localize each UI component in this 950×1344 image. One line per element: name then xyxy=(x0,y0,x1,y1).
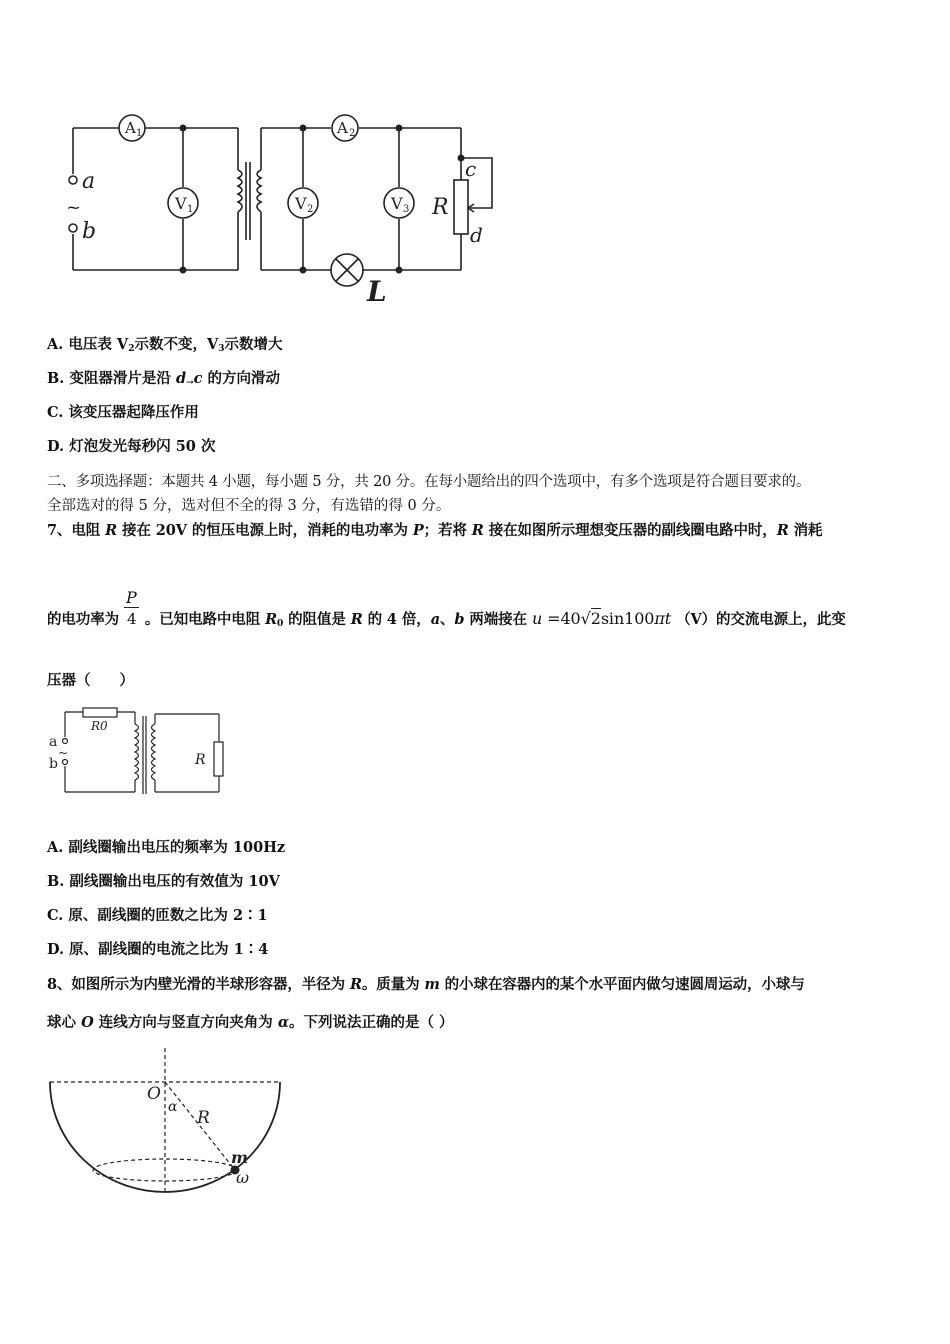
fraction-bar xyxy=(124,607,139,608)
option-text: 副线圈输出电压的频率为 100Hz xyxy=(68,839,286,856)
option-key: A. xyxy=(47,336,64,353)
option-key: D. xyxy=(47,941,65,958)
var-r: R xyxy=(471,522,484,539)
option-text: 该变压器起降压作用 xyxy=(68,404,199,421)
var-p: P xyxy=(412,522,424,539)
formula-u: u xyxy=(531,609,543,628)
text: 的小球在容器内的某个水平面内做匀速圆周运动，小球与 xyxy=(439,976,805,993)
meter-v3-sub: 3 xyxy=(403,204,410,215)
text: 。下列说法正确的是（ ） xyxy=(288,1014,454,1031)
q6-option-b xyxy=(47,369,280,393)
option-text: 灯泡发光每秒闪 50 次 xyxy=(69,438,216,455)
meter-v2-sub: 2 xyxy=(307,204,314,215)
option-text: 电压表 V xyxy=(68,336,129,353)
meter-a1-label: A xyxy=(125,119,136,137)
text: 连线方向与竖直方向夹角为 xyxy=(93,1014,278,1031)
option-text: 示数增大 xyxy=(224,336,283,353)
hemisphere-figure xyxy=(40,1045,290,1200)
option-key: B. xyxy=(47,370,65,387)
option-text: 原、副线圈的电流之比为 1∶4 xyxy=(69,941,269,958)
var-r: R xyxy=(350,611,363,628)
text: 、 xyxy=(439,611,455,628)
resistor-r-label: R xyxy=(195,752,206,768)
text: 球心 xyxy=(47,1014,82,1031)
q7-option-b xyxy=(47,872,280,892)
terminal-a-label: a xyxy=(49,734,58,750)
formula-sin: sin100 xyxy=(600,609,655,628)
meter-v1-label: V xyxy=(175,194,187,213)
meter-a1-sub: 1 xyxy=(136,128,143,139)
transformer-circuit-figure xyxy=(60,112,500,307)
terminal-b-label: b xyxy=(82,219,97,244)
meter-a2-sub: 2 xyxy=(349,128,356,139)
center-o-label: O xyxy=(147,1084,161,1104)
var-d: d xyxy=(175,370,187,387)
var-r: R xyxy=(265,611,278,628)
var-o: O xyxy=(81,1014,94,1031)
section2-line1: 二、多项选择题：本题共 4 小题，每小题 5 分，共 20 分。在每小题给出的四个选项中，有多个选项是符合题目要求的。 xyxy=(47,474,811,490)
lamp-l-label: L xyxy=(367,275,387,307)
fraction-numerator: P xyxy=(125,588,137,607)
option-key: D. xyxy=(47,438,65,455)
var-a: a xyxy=(430,611,440,628)
text: 的阻值是 xyxy=(283,611,351,628)
radius-r-label: R xyxy=(197,1108,210,1128)
text: （V）的交流电源上，此变 xyxy=(671,611,846,628)
subscript: 3 xyxy=(218,344,225,354)
terminal-a-label: a xyxy=(82,169,96,194)
text: 8、如图所示为内壁光滑的半球形容器，半径为 xyxy=(47,976,350,993)
var-c: c xyxy=(193,370,203,387)
ac-symbol: ~ xyxy=(58,746,69,760)
meter-v1-sub: 1 xyxy=(187,204,194,215)
option-key: B. xyxy=(47,873,65,890)
var-r: R xyxy=(105,522,118,539)
arrow: → xyxy=(186,378,194,388)
terminal-b-label: b xyxy=(49,756,58,772)
text: 两端接在 xyxy=(464,611,532,628)
option-text: 原、副线圈的匝数之比为 2∶1 xyxy=(68,907,268,924)
formula-pit: πt xyxy=(654,609,672,628)
var-m: m xyxy=(424,976,440,993)
text: 的电功率为 xyxy=(47,611,124,628)
var-alpha: α xyxy=(277,1014,289,1031)
sqrt-symbol: √2 xyxy=(580,609,601,628)
text: 消耗 xyxy=(788,522,823,539)
q7-option-c xyxy=(47,906,268,926)
voltage-formula xyxy=(532,609,671,628)
text: ；若将 xyxy=(423,522,472,539)
slider-c-label: c xyxy=(465,157,477,181)
q7-stem-line2 xyxy=(47,588,846,634)
option-text: 变阻器滑片是沿 xyxy=(69,370,176,387)
text: 接在 20V 的恒压电源上时，消耗的电功率为 xyxy=(117,522,413,539)
q6-option-d xyxy=(47,437,215,457)
ac-symbol: ~ xyxy=(66,197,82,218)
option-key: C. xyxy=(47,907,64,924)
text: 。已知电路中电阻 xyxy=(139,611,266,628)
slider-d-label: d xyxy=(470,223,483,247)
var-r: R xyxy=(776,522,789,539)
option-text: 副线圈输出电压的有效值为 10V xyxy=(69,873,280,890)
q7-option-a xyxy=(47,838,285,858)
text: 7、电阻 xyxy=(47,522,106,539)
fraction-denominator: 4 xyxy=(126,610,137,628)
option-text: 的方向滑动 xyxy=(202,370,281,387)
meter-v2-label: V xyxy=(295,194,307,213)
q7-transformer-figure xyxy=(45,702,235,802)
q7-option-d xyxy=(47,940,268,960)
meter-a2-label: A xyxy=(337,119,348,137)
fraction-p-over-4 xyxy=(124,588,140,630)
formula-coef: =40 xyxy=(542,609,581,628)
q6-option-a xyxy=(47,335,282,359)
meter-v3-label: V xyxy=(391,194,403,213)
alpha-label: α xyxy=(168,1099,178,1115)
q7-stem-line1 xyxy=(47,521,822,541)
resistor-r-label: R xyxy=(432,195,449,220)
sqrt-radicand: 2 xyxy=(590,609,601,628)
q7-stem-line3: 压器（ ） xyxy=(47,672,134,689)
option-key: A. xyxy=(47,839,64,856)
subscript: 2 xyxy=(128,344,135,354)
section2-line2: 全部选对的得 5 分，选对但不全的得 3 分，有选错的得 0 分。 xyxy=(47,498,451,514)
var-b: b xyxy=(454,611,465,628)
text: 接在如图所示理想变压器的副线圈电路中时， xyxy=(483,522,777,539)
option-text: 示数不变，V xyxy=(134,336,219,353)
q8-stem-line1 xyxy=(47,975,805,995)
omega-label: ω xyxy=(236,1168,250,1187)
option-key: C. xyxy=(47,404,64,421)
mass-m-label: m xyxy=(231,1148,248,1167)
subscript: 0 xyxy=(277,619,284,629)
text: 。质量为 xyxy=(361,976,425,993)
text: 的 4 倍， xyxy=(362,611,431,628)
var-r: R xyxy=(349,976,362,993)
q8-stem-line2 xyxy=(47,1013,454,1033)
r0-label: R0 xyxy=(91,719,108,733)
q6-option-c xyxy=(47,403,199,423)
